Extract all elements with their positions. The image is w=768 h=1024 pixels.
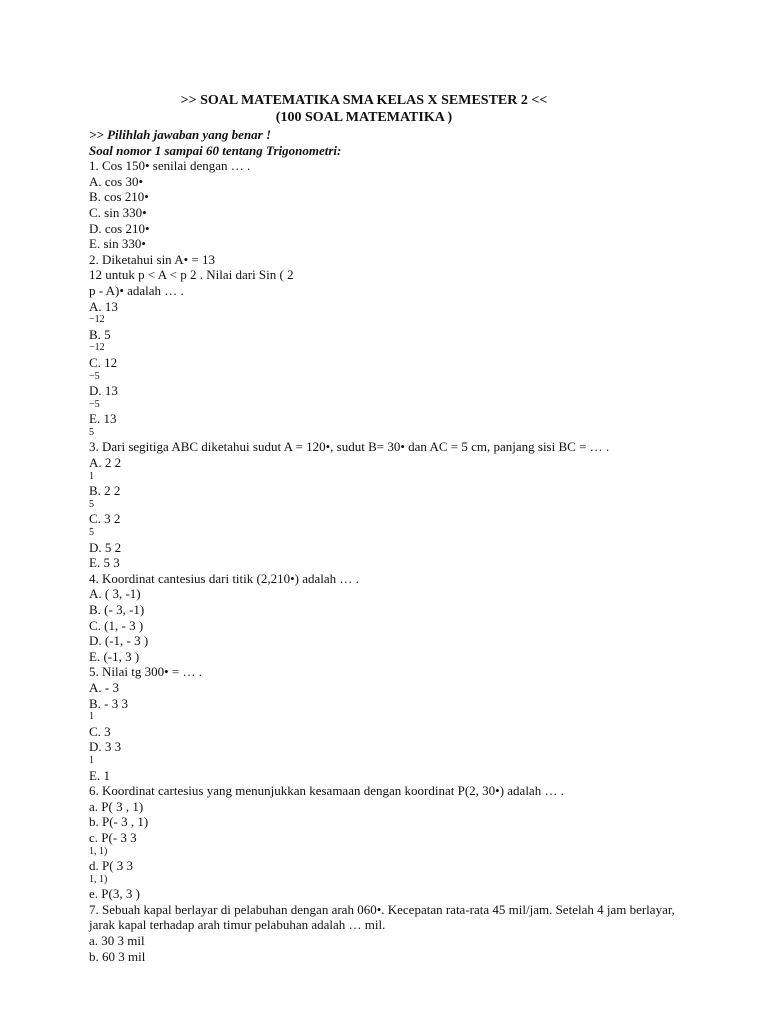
text-line: D. 5 2: [89, 539, 122, 555]
text-line: 1. Cos 150• senilai dengan … .: [89, 158, 251, 174]
document-subtitle: (100 SOAL MATEMATIKA ): [275, 110, 453, 125]
text-line: E. (-1, 3 ): [89, 648, 140, 664]
text-line: D. (-1, - 3 ): [89, 633, 149, 649]
text-line: D. 3 3: [89, 739, 122, 755]
text-line: b. P(- 3 , 1): [89, 814, 149, 830]
fraction-fragment: 5: [89, 527, 94, 539]
text-line: p - A)• adalah … .: [89, 282, 184, 298]
text-line: jarak kapal terhadap arah timur pelabuhan adalah … mil.: [89, 917, 386, 933]
fraction-fragment: −5: [89, 398, 100, 410]
document-title: >> SOAL MATEMATIKA SMA KELAS X SEMESTER 2 <<: [180, 93, 548, 108]
fraction-fragment: 5: [89, 426, 94, 438]
text-line: A. 13: [89, 298, 118, 314]
text-line: A. cos 30•: [89, 173, 144, 189]
text-line: C. 3 2: [89, 511, 121, 527]
text-line: A. 2 2: [89, 455, 122, 471]
text-line: B. (- 3, -1): [89, 602, 145, 617]
text-line: b. 60 3 mil: [89, 948, 146, 964]
text-line: 6. Koordinat cartesius yang menunjukkan kesamaan dengan koordinat P(2, 30•) adalah … .: [89, 783, 564, 799]
text-line: E. 5 3: [89, 555, 120, 571]
text-line: B. - 3 3: [89, 695, 128, 711]
text-line: B. cos 210•: [89, 189, 149, 205]
text-line: A. ( 3, -1): [89, 586, 141, 602]
text-line: 3. Dari segitiga ABC diketahui sudut A = 120•, sudut B= 30• dan AC = 5 cm, panjang sisi BC = … .: [89, 439, 610, 455]
text-line: D. 13: [89, 383, 118, 399]
fraction-fragment: −12: [89, 314, 105, 326]
text-line: D. cos 210•: [89, 220, 150, 236]
text-line: a. P( 3 , 1): [89, 798, 144, 814]
text-line: E. 1: [89, 767, 110, 783]
fraction-fragment: 1, 1): [89, 873, 108, 885]
text-line: 4. Koordinat cantesius dari titik (2,210•) adalah … .: [89, 570, 359, 586]
text-line: B. 5: [89, 326, 111, 342]
text-line: 5. Nilai tg 300• = … .: [89, 664, 202, 680]
text-line: E. 13: [89, 411, 117, 427]
text-line: C. 3: [89, 723, 111, 739]
text-line: C. (1, - 3 ): [89, 617, 144, 633]
text-line: c. P(- 3 3: [89, 829, 137, 845]
fraction-fragment: 1: [89, 711, 94, 723]
instruction-line: >> Pilihlah jawaban yang benar !: [89, 127, 272, 142]
text-line: a. 30 3 mil: [89, 933, 145, 949]
text-line: 12 untuk p < A < p 2 . Nilai dari Sin ( 2: [89, 267, 294, 283]
text-line: A. - 3: [89, 679, 119, 695]
fraction-fragment: 5: [89, 498, 94, 510]
text-line: 2. Diketahui sin A• = 13: [89, 251, 215, 267]
fraction-fragment: 1: [89, 754, 94, 766]
text-line: E. sin 330•: [89, 236, 146, 252]
fraction-fragment: 1: [89, 470, 94, 482]
text-line: 7. Sebuah kapal berlayar di pelabuhan dengan arah 060•. Kecepatan rata-rata 45 mil/jam. Setelah 4 jam berlayar,: [89, 901, 675, 917]
text-line: d. P( 3 3: [89, 858, 134, 874]
fraction-fragment: 1, 1): [89, 845, 108, 857]
text-line: C. sin 330•: [89, 204, 147, 220]
text-line: e. P(3, 3 ): [89, 886, 140, 902]
document-body: [89, 127, 729, 964]
text-line: B. 2 2: [89, 483, 121, 499]
text-line: C. 12: [89, 354, 118, 370]
instruction-line: Soal nomor 1 sampai 60 tentang Trigonometri:: [89, 142, 342, 158]
fraction-fragment: −5: [89, 370, 100, 382]
fraction-fragment: −12: [89, 342, 105, 354]
